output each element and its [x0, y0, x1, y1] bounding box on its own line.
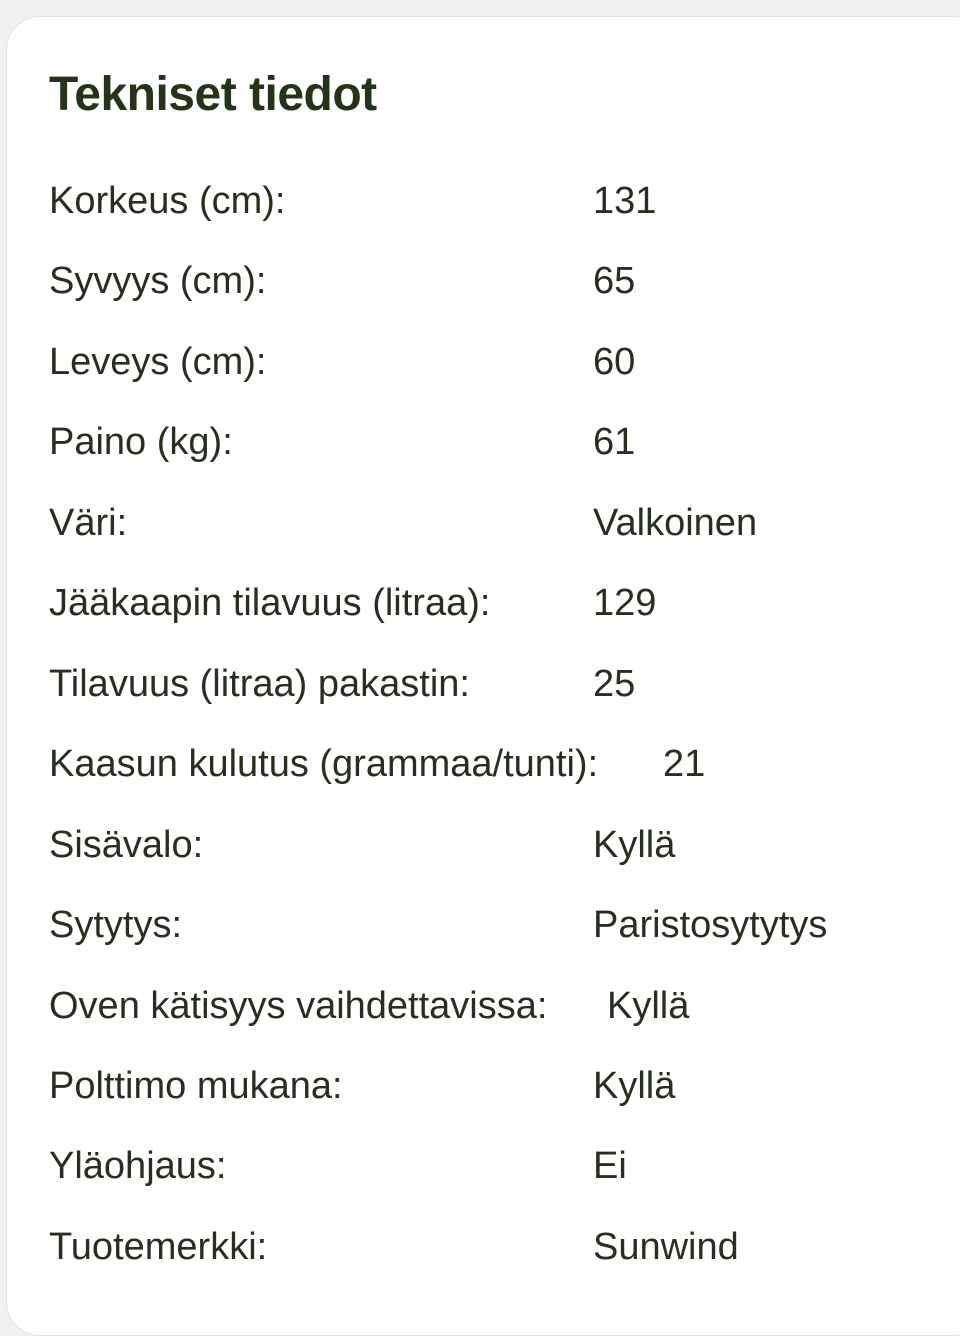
spec-label: Oven kätisyys vaihdettavissa:	[49, 985, 548, 1027]
spec-value: 61	[593, 421, 636, 463]
spec-row-interior-light	[49, 815, 949, 875]
spec-value: Kyllä	[593, 824, 676, 866]
spec-label: Korkeus (cm):	[49, 180, 286, 222]
spec-row-color	[49, 493, 949, 553]
spec-label: Kaasun kulutus (grammaa/tunti):	[49, 743, 599, 785]
spec-value: 21	[663, 743, 706, 785]
spec-value: Ei	[593, 1145, 627, 1187]
spec-label: Väri:	[49, 502, 128, 544]
spec-label: Tuotemerkki:	[49, 1226, 268, 1268]
spec-label: Paino (kg):	[49, 421, 233, 463]
spec-row-width	[49, 332, 949, 392]
spec-row-brand	[49, 1217, 949, 1277]
spec-value: 65	[593, 260, 636, 302]
spec-value: 129	[593, 582, 657, 624]
spec-value: Sunwind	[593, 1226, 739, 1268]
spec-label: Tilavuus (litraa) pakastin:	[49, 663, 470, 705]
spec-row-bulb-included	[49, 1056, 949, 1116]
spec-label: Jääkaapin tilavuus (litraa):	[49, 582, 491, 624]
spec-row-ignition	[49, 895, 949, 955]
spec-label: Polttimo mukana:	[49, 1065, 343, 1107]
spec-row-gas-consumption	[49, 734, 949, 794]
spec-label: Syvyys (cm):	[49, 260, 267, 302]
spec-row-freezer-volume	[49, 654, 949, 714]
spec-value: 60	[593, 341, 636, 383]
spec-row-height	[49, 171, 949, 231]
spec-row-top-control	[49, 1136, 949, 1196]
spec-row-weight	[49, 412, 949, 472]
spec-value: Kyllä	[593, 1065, 676, 1107]
spec-row-fridge-volume	[49, 573, 949, 633]
spec-value: Valkoinen	[593, 502, 758, 544]
spec-value: 25	[593, 663, 636, 705]
spec-label: Sytytys:	[49, 904, 183, 946]
spec-row-depth	[49, 251, 949, 311]
tech-specs-card	[6, 16, 960, 1336]
spec-value: 131	[593, 180, 657, 222]
spec-label: Leveys (cm):	[49, 341, 267, 383]
spec-value: Kyllä	[607, 985, 690, 1027]
specs-title: Tekniset tiedot	[49, 68, 377, 121]
spec-label: Yläohjaus:	[49, 1145, 227, 1187]
spec-label: Sisävalo:	[49, 824, 204, 866]
spec-value: Paristosytytys	[593, 904, 828, 946]
spec-row-reversible-door	[49, 976, 949, 1036]
